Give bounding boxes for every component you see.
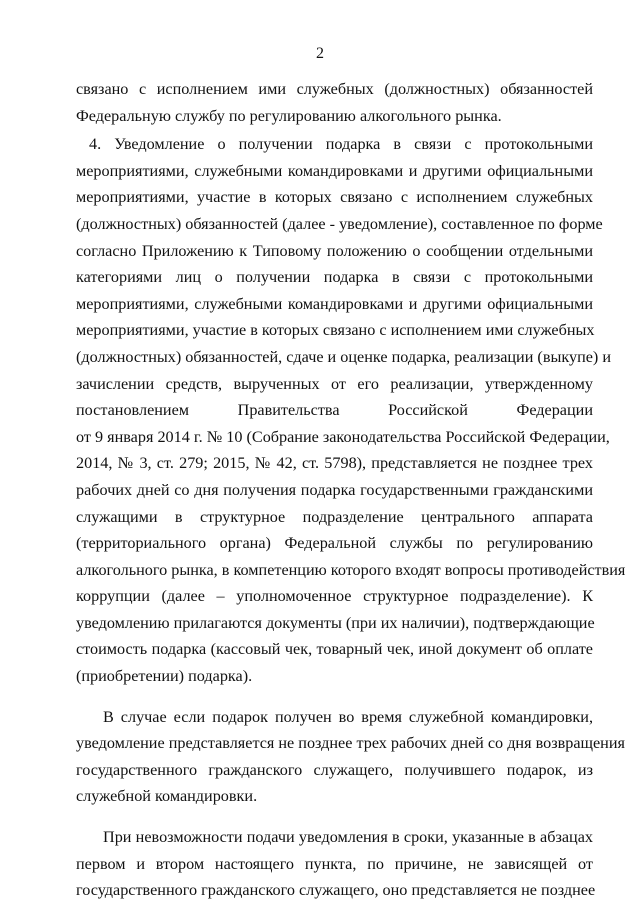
text-line: уведомлению прилагаются документы (при их наличии), подтверждающие [76,613,595,632]
text-line: В случае если подарок получен во время служебной командировки, [103,707,593,726]
text-line: государственного гражданского служащего, получившего подарок, из [76,760,593,779]
text-line: рабочих дней со дня получения подарка государственными гражданскими [76,480,593,499]
text-line: мероприятиями, участие в которых связано с исполнением служебных [76,188,593,207]
text-line: (приобретении) подарка). [76,667,253,686]
text-line: мероприятиями, участие в которых связано с исполнением ими служебных [76,321,595,340]
text-line: (должностных) обязанностей, сдаче и оценке подарка, реализации (выкупе) и [76,347,612,366]
text-line: служащими в структурное подразделение центрального аппарата [76,507,593,526]
paragraph-impossibility [76,824,596,904]
text-line: постановлением Правительства Российской Федерации [76,401,593,420]
text-line: категориями лиц о получении подарка в связи с протокольными [76,268,593,287]
text-line: (должностных) обязанностей (далее - уведомление), составленное по форме [76,214,603,233]
text-line: 4. Уведомление о получении подарка в связи с протокольными [89,135,593,154]
text-line: от 9 января 2014 г. № 10 (Собрание законодательства Российской Федерации, [76,427,610,446]
text-line: связано с исполнением ими служебных (должностных) обязанностей [76,80,593,98]
text-line: первом и втором настоящего пункта, по причине, не зависящей от [76,854,593,873]
text-line: согласно Приложению к Типовому положению о сообщении отдельными [76,241,593,260]
text-line: (территориального органа) Федеральной службы по регулированию [76,534,593,553]
text-line: алкогольного рынка, в компетенцию которого входят вопросы противодействия [76,560,626,579]
page-number: 2 [316,45,324,62]
text-line: уведомление представляется не позднее трех рабочих дней со дня возвращения [76,734,625,753]
paragraph-business-trip [76,704,625,810]
document-body [76,76,626,904]
text-line: При невозможности подачи уведомления в сроки, указанные в абзацах [103,828,593,847]
text-line: Федеральную службу по регулированию алкогольного рынка. [76,106,502,125]
text-line: государственного гражданского служащего, оно представляется не позднее [76,881,596,900]
paragraph-continuation [76,76,593,129]
text-line: служебной командировки. [76,787,258,806]
text-line: зачислении средств, вырученных от его реализации, утвержденному [76,374,593,393]
text-line: мероприятиями, служебными командировками и другими официальными [76,294,593,313]
paragraph-item-4 [76,131,626,689]
text-line: мероприятиями, служебными командировками и другими официальными [76,161,593,180]
text-line: 2014, № 3, ст. 279; 2015, № 42, ст. 5798), представляется не позднее трех [76,454,593,473]
text-line: стоимость подарка (кассовый чек, товарный чек, иной документ об оплате [76,640,593,659]
text-line: коррупции (далее – уполномоченное структурное подразделение). К [76,587,593,606]
